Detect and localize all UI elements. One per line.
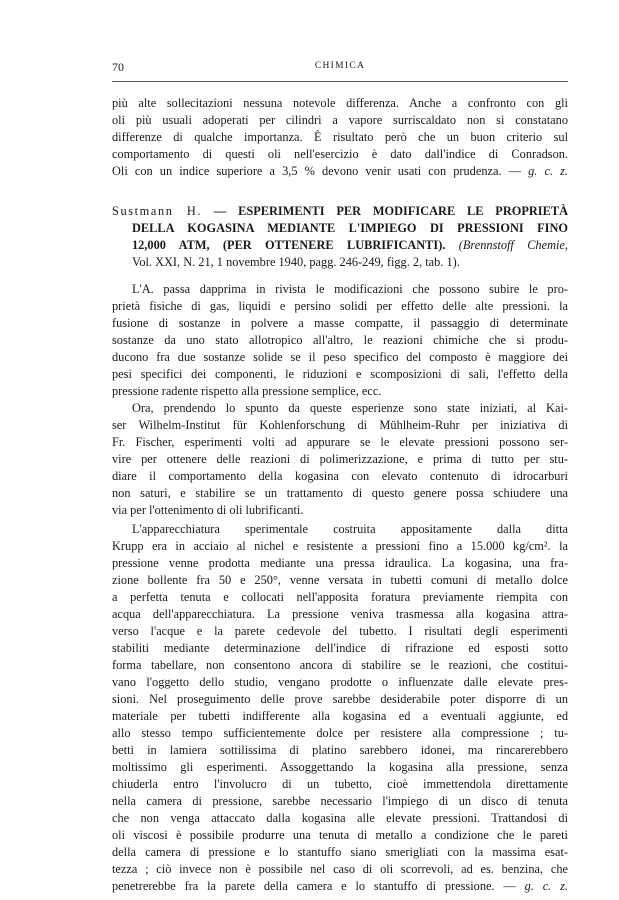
p3-signature: g. c. z. <box>524 879 568 893</box>
p3-line-21: tezza ; ciò invece non è possibile nel caso di oli scorrevoli, ad es. benzina, che <box>112 862 568 876</box>
header-rule <box>112 81 568 82</box>
p2-line-2: ser Wilhelm-Institut für Kohlenforschung di Mühlheim-Ruhr per iniziativa di <box>112 418 568 432</box>
p1-line-7: pressione radente rispetto alla pressione semplice, ecc. <box>112 384 382 398</box>
p1-line-5: ducono fra due sostanze solide se il peso specifico del composto è maggiore dei <box>112 350 568 364</box>
article-title-part-1: — ESPERIMENTI PER MODIFICARE LE PROPRIETÀ <box>213 204 568 218</box>
p3-line-13: allo stesso tempo sufficientemente dolce per resistere alla compressione ; tu- <box>112 726 568 740</box>
p3-line-7: verso l'acque e la parete cedevole del tubetto. I risultati degli esperimenti <box>112 624 568 638</box>
prev-signature: g. c. z. <box>528 164 568 178</box>
prev-line-1: più alte sollecitazioni nessuna notevole differenza. Anche a confronto con gli <box>112 96 568 110</box>
p3-line-16: chiuderla entro l'involucro di un tubetto, cioè immettendola direttamente <box>112 777 568 791</box>
article-heading-line-1 <box>112 204 568 219</box>
p3-line-1: L'apparecchiatura sperimentale costruita appositamente dalla ditta <box>132 522 568 536</box>
p1-line-3: fusione di sostanze in polvere a masse compatte, il passaggio di determinate <box>112 316 568 330</box>
running-title: CHIMICA <box>314 61 366 71</box>
p3-line-2: Krupp era in acciaio al nichel e resistente a pressioni fino a 15.000 kg/cm². la <box>112 539 568 553</box>
p1-line-2: prietà fisiche di gas, liquidi e persino solidi per effetto delle alte pressioni. la <box>112 299 568 313</box>
p2-line-6: non saturi, e stabilire se un trattamento di questo genere possa schiudere una <box>112 486 568 500</box>
p3-line-4: zione bollente fra 50 e 250°, venne versata in tubetti comuni di metallo dolce <box>112 573 568 587</box>
article-title-part-3: 12,000 ATM, (PER OTTENERE LUBRIFICANTI). <box>132 238 446 252</box>
p2-line-1: Ora, prendendo lo spunto da queste esperienze sono state iniziati, al Kai- <box>132 401 568 415</box>
prev-last-text: Oli con un indice superiore a 3,5 % devono venir usati con prudenza. — <box>112 164 521 178</box>
p3-last-line <box>112 879 568 894</box>
prev-last-line <box>112 164 568 179</box>
p3-line-20: della camera di pressione e lo stantuffo siano smerigliati con la massima esat- <box>112 845 568 859</box>
article-source-journal: (Brennstoff Chemie, <box>458 238 568 252</box>
page-header <box>112 60 568 76</box>
p1-line-4: sostanze da uno stato allotropico all'altro, le reazioni chimiche che si produ- <box>112 333 568 347</box>
article-source-details: Vol. XXI, N. 21, 1 novembre 1940, pagg. 246-249, figg. 2, tab. 1). <box>132 255 460 269</box>
p1-line-6: pesi specifici dei componenti, le riduzioni e scomposizioni di sali, l'effetto della <box>112 367 568 381</box>
p3-line-11: sioni. Nel proseguimento delle prove sarebbe desiderabile poter disporre di un <box>112 692 568 706</box>
prev-line-3: differenze di qualche importanza. È risultato però che un buon criterio sul <box>112 130 568 144</box>
article-heading-line-3 <box>132 238 568 253</box>
p3-line-19: oli viscosi è possibile produrre una tenuta di metallo a condizione che le pareti <box>112 828 568 842</box>
p3-line-8: stabiliti mediante determinazione dell'indice di rifrazione ed esposti sotto <box>112 641 568 655</box>
p2-line-5: diare il comportamento della kogasina con elevato contenuto di idrocarburi <box>112 469 568 483</box>
p3-last-text: penetrerebbe fra la parete della camera e lo stantuffo di pressione. — <box>112 879 516 893</box>
article-title-line-2: DELLA KOGASINA MEDIANTE L'IMPIEGO DI PRESSIONI FINO <box>132 221 568 235</box>
p3-line-3: pressione venne prodotta mediante una pressa idraulica. La kogasina, una fra- <box>112 556 568 570</box>
p3-line-9: forma tabellare, non consentono ancora di stabilire se le reazioni, che costitui- <box>112 658 568 672</box>
p3-line-15: moltissimo gli esperimenti. Assoggettando la kogasina alla pressione, senza <box>112 760 568 774</box>
p2-line-4: vire per ottenere delle reazioni di polimerizzazione, e prima di tutto per stu- <box>112 452 568 466</box>
p3-line-10: vano l'oggetto dello studio, vengano prodotte o influenzate dalle elevate pres- <box>112 675 568 689</box>
p3-line-12: materiale per tubetti indifferente alla kogasina ed a eventuali aggiunte, ed <box>112 709 568 723</box>
p3-line-17: nella camera di pressione, sarebbe necessario l'impiego di un disco di tenuta <box>112 794 568 808</box>
p3-line-14: betti in lamiera sottilissima di platino sarebbero idonei, ma rincarerebbero <box>112 743 568 757</box>
p3-line-18: che non venga attaccato dalla kogasina alle elevate pressioni. Trattandosi di <box>112 811 568 825</box>
prev-line-4: comportamento di questi oli nell'esercizio è dato dall'indice di Conradson. <box>112 147 568 161</box>
p2-line-7: via per l'ottenimento di oli lubrificanti. <box>112 503 304 517</box>
p3-line-6: acqua dell'apparecchiatura. La pressione veniva trasmessa alla kogasina attra- <box>112 607 568 621</box>
article-author: Sustmann H. <box>112 204 203 218</box>
p1-line-1: L'A. passa dapprima in rivista le modificazioni che possono subire le pro- <box>132 282 568 296</box>
p3-line-5: a perfetta tenuta e collocati nell'apposita foratura previamente riempita con <box>112 590 568 604</box>
p2-line-3: Fr. Fischer, esperimenti volti ad appurare se le elevate pressioni possono ser- <box>112 435 568 449</box>
prev-line-2: oli più usuali adoperati per cilindri a vapore surriscaldato non si constatano <box>112 113 568 127</box>
page-number: 70 <box>112 60 124 74</box>
